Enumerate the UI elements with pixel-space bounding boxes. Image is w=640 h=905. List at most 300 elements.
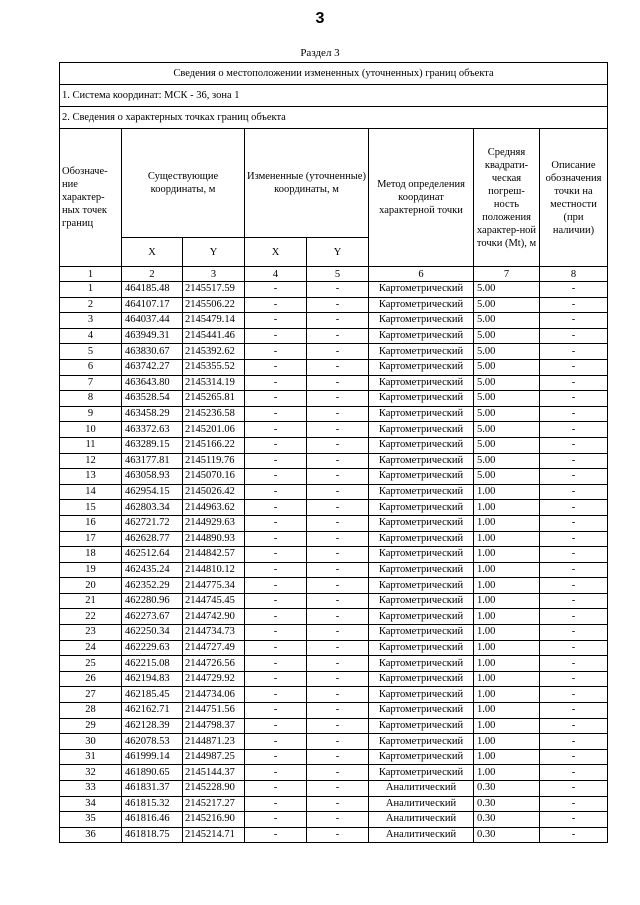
description-cell: -: [540, 718, 608, 734]
accuracy-cell: 1.00: [474, 593, 540, 609]
y-existing-cell: 2145236.58: [183, 406, 245, 422]
point-id-cell: 14: [60, 484, 122, 500]
point-id-cell: 21: [60, 593, 122, 609]
description-cell: -: [540, 297, 608, 313]
y-changed-cell: -: [307, 687, 369, 703]
x-existing-cell: 463458.29: [122, 406, 183, 422]
x-existing-cell: 462185.45: [122, 687, 183, 703]
description-cell: -: [540, 437, 608, 453]
y-existing-cell: 2144742.90: [183, 609, 245, 625]
accuracy-cell: 1.00: [474, 718, 540, 734]
section-label: Раздел 3: [300, 47, 340, 59]
accuracy-cell: 1.00: [474, 562, 540, 578]
description-cell: -: [540, 531, 608, 547]
description-cell: -: [540, 765, 608, 781]
x-changed-cell: -: [245, 531, 307, 547]
point-id-cell: 1: [60, 282, 122, 298]
x-changed-cell: -: [245, 453, 307, 469]
point-id-cell: 26: [60, 671, 122, 687]
header-y-existing: Y: [183, 238, 245, 267]
y-changed-cell: -: [307, 328, 369, 344]
x-changed-cell: -: [245, 703, 307, 719]
points-heading: 2. Сведения о характерных точках границ объекта: [60, 107, 608, 129]
point-id-cell: 7: [60, 375, 122, 391]
description-cell: -: [540, 328, 608, 344]
description-cell: -: [540, 687, 608, 703]
y-changed-cell: -: [307, 297, 369, 313]
x-existing-cell: 463372.63: [122, 422, 183, 438]
accuracy-cell: 5.00: [474, 453, 540, 469]
x-changed-cell: -: [245, 547, 307, 563]
point-id-cell: 18: [60, 547, 122, 563]
accuracy-cell: 5.00: [474, 359, 540, 375]
y-existing-cell: 2145166.22: [183, 437, 245, 453]
table-row: [60, 640, 608, 656]
x-changed-cell: -: [245, 671, 307, 687]
method-cell: Картометрический: [369, 484, 474, 500]
y-changed-cell: -: [307, 625, 369, 641]
column-number-cell: 2: [122, 267, 183, 282]
method-cell: Картометрический: [369, 703, 474, 719]
method-cell: Аналитический: [369, 827, 474, 843]
description-cell: -: [540, 484, 608, 500]
y-changed-cell: -: [307, 765, 369, 781]
description-cell: -: [540, 313, 608, 329]
x-existing-cell: 461999.14: [122, 749, 183, 765]
x-existing-cell: 462435.24: [122, 562, 183, 578]
description-cell: -: [540, 625, 608, 641]
table-row: [60, 547, 608, 563]
x-existing-cell: 463830.67: [122, 344, 183, 360]
table-row: [60, 687, 608, 703]
table-row: [60, 578, 608, 594]
accuracy-cell: 1.00: [474, 484, 540, 500]
accuracy-cell: 5.00: [474, 282, 540, 298]
header-designation: Обозначе-ние характер-ных точек границ: [60, 129, 122, 267]
point-id-cell: 9: [60, 406, 122, 422]
table-row: [60, 625, 608, 641]
x-existing-cell: 462162.71: [122, 703, 183, 719]
method-cell: Картометрический: [369, 359, 474, 375]
x-changed-cell: -: [245, 484, 307, 500]
y-existing-cell: 2144729.92: [183, 671, 245, 687]
description-cell: -: [540, 391, 608, 407]
method-cell: Картометрический: [369, 656, 474, 672]
y-changed-cell: -: [307, 500, 369, 516]
y-existing-cell: 2145228.90: [183, 781, 245, 797]
method-cell: Картометрический: [369, 765, 474, 781]
x-existing-cell: 463742.27: [122, 359, 183, 375]
table-title: Сведения о местоположении измененных (уточненных) границ объекта: [60, 63, 608, 85]
x-existing-cell: 463058.93: [122, 469, 183, 485]
method-cell: Картометрический: [369, 328, 474, 344]
y-changed-cell: -: [307, 515, 369, 531]
x-existing-cell: 462215.08: [122, 656, 183, 672]
y-changed-cell: -: [307, 812, 369, 828]
accuracy-cell: 1.00: [474, 625, 540, 641]
y-existing-cell: 2145026.42: [183, 484, 245, 500]
point-id-cell: 27: [60, 687, 122, 703]
x-changed-cell: -: [245, 406, 307, 422]
y-existing-cell: 2144987.25: [183, 749, 245, 765]
point-id-cell: 30: [60, 734, 122, 750]
description-cell: -: [540, 609, 608, 625]
accuracy-cell: 1.00: [474, 500, 540, 516]
x-changed-cell: -: [245, 827, 307, 843]
point-id-cell: 5: [60, 344, 122, 360]
column-number-cell: 8: [540, 267, 608, 282]
table-row: [60, 749, 608, 765]
description-cell: -: [540, 469, 608, 485]
x-existing-cell: 463643.80: [122, 375, 183, 391]
table-row: [60, 297, 608, 313]
accuracy-cell: 1.00: [474, 515, 540, 531]
x-changed-cell: -: [245, 609, 307, 625]
y-existing-cell: 2145517.59: [183, 282, 245, 298]
method-cell: Картометрический: [369, 609, 474, 625]
y-changed-cell: -: [307, 406, 369, 422]
x-changed-cell: -: [245, 344, 307, 360]
description-cell: -: [540, 656, 608, 672]
y-existing-cell: 2144798.37: [183, 718, 245, 734]
table-row: [60, 344, 608, 360]
method-cell: Картометрический: [369, 391, 474, 407]
description-cell: -: [540, 640, 608, 656]
point-id-cell: 2: [60, 297, 122, 313]
point-id-cell: 33: [60, 781, 122, 797]
header-y-changed: Y: [307, 238, 369, 267]
description-cell: -: [540, 500, 608, 516]
y-existing-cell: 2145265.81: [183, 391, 245, 407]
x-changed-cell: -: [245, 328, 307, 344]
method-cell: Картометрический: [369, 547, 474, 563]
y-changed-cell: -: [307, 359, 369, 375]
point-id-cell: 29: [60, 718, 122, 734]
table-row: [60, 453, 608, 469]
table-row: [60, 422, 608, 438]
point-id-cell: 3: [60, 313, 122, 329]
x-existing-cell: 461890.65: [122, 765, 183, 781]
accuracy-cell: 1.00: [474, 765, 540, 781]
header-accuracy: Средняя квадрати-ческая погреш-ность положения характер-ной точки (Mt), м: [474, 129, 540, 267]
method-cell: Картометрический: [369, 749, 474, 765]
table-row: [60, 531, 608, 547]
x-changed-cell: -: [245, 765, 307, 781]
accuracy-cell: 1.00: [474, 703, 540, 719]
point-id-cell: 34: [60, 796, 122, 812]
method-cell: Картометрический: [369, 282, 474, 298]
y-existing-cell: 2145392.62: [183, 344, 245, 360]
method-cell: Аналитический: [369, 781, 474, 797]
header-x-existing: X: [122, 238, 183, 267]
x-changed-cell: -: [245, 781, 307, 797]
table-row: [60, 593, 608, 609]
accuracy-cell: 1.00: [474, 640, 540, 656]
y-existing-cell: 2144775.34: [183, 578, 245, 594]
description-cell: -: [540, 375, 608, 391]
accuracy-cell: 0.30: [474, 796, 540, 812]
header-changed: Измененные (уточненные) координаты, м: [245, 129, 369, 238]
description-cell: -: [540, 827, 608, 843]
y-changed-cell: -: [307, 282, 369, 298]
method-cell: Картометрический: [369, 469, 474, 485]
y-existing-cell: 2145355.52: [183, 359, 245, 375]
table-row: [60, 282, 608, 298]
y-changed-cell: -: [307, 703, 369, 719]
y-changed-cell: -: [307, 827, 369, 843]
y-existing-cell: 2144726.56: [183, 656, 245, 672]
method-cell: Картометрический: [369, 671, 474, 687]
x-changed-cell: -: [245, 749, 307, 765]
description-cell: -: [540, 703, 608, 719]
x-existing-cell: 461816.46: [122, 812, 183, 828]
accuracy-cell: 1.00: [474, 687, 540, 703]
x-existing-cell: 462352.29: [122, 578, 183, 594]
x-existing-cell: 462803.34: [122, 500, 183, 516]
y-changed-cell: -: [307, 796, 369, 812]
table-row: [60, 671, 608, 687]
accuracy-cell: 5.00: [474, 437, 540, 453]
table-row: [60, 703, 608, 719]
y-changed-cell: -: [307, 562, 369, 578]
page-number: 3: [315, 10, 325, 27]
x-existing-cell: 464107.17: [122, 297, 183, 313]
x-changed-cell: -: [245, 640, 307, 656]
coord-system: 1. Система координат: МСК - 36, зона 1: [60, 85, 608, 107]
point-id-cell: 22: [60, 609, 122, 625]
description-cell: -: [540, 282, 608, 298]
x-existing-cell: 462273.67: [122, 609, 183, 625]
table-row: [60, 406, 608, 422]
y-changed-cell: -: [307, 718, 369, 734]
column-number-cell: 1: [60, 267, 122, 282]
y-changed-cell: -: [307, 640, 369, 656]
accuracy-cell: 1.00: [474, 547, 540, 563]
table-row: [60, 765, 608, 781]
y-existing-cell: 2145201.06: [183, 422, 245, 438]
table-row: [60, 328, 608, 344]
y-existing-cell: 2144842.57: [183, 547, 245, 563]
method-cell: Картометрический: [369, 625, 474, 641]
description-cell: -: [540, 359, 608, 375]
y-existing-cell: 2144810.12: [183, 562, 245, 578]
accuracy-cell: 1.00: [474, 531, 540, 547]
table-row: [60, 500, 608, 516]
x-existing-cell: 463177.81: [122, 453, 183, 469]
x-existing-cell: 462280.96: [122, 593, 183, 609]
method-cell: Картометрический: [369, 718, 474, 734]
method-cell: Картометрический: [369, 375, 474, 391]
method-cell: Картометрический: [369, 422, 474, 438]
method-cell: Картометрический: [369, 406, 474, 422]
header-description: Описание обозначения точки на местности (при наличии): [540, 129, 608, 267]
method-cell: Картометрический: [369, 593, 474, 609]
x-existing-cell: 463528.54: [122, 391, 183, 407]
y-existing-cell: 2144871.23: [183, 734, 245, 750]
y-changed-cell: -: [307, 422, 369, 438]
y-existing-cell: 2144963.62: [183, 500, 245, 516]
x-changed-cell: -: [245, 437, 307, 453]
y-existing-cell: 2145216.90: [183, 812, 245, 828]
y-changed-cell: -: [307, 781, 369, 797]
x-existing-cell: 461818.75: [122, 827, 183, 843]
description-cell: -: [540, 515, 608, 531]
header-x-changed: X: [245, 238, 307, 267]
x-changed-cell: -: [245, 734, 307, 750]
accuracy-cell: 5.00: [474, 344, 540, 360]
y-existing-cell: 2145314.19: [183, 375, 245, 391]
boundary-points-table: [59, 62, 608, 843]
y-existing-cell: 2144751.56: [183, 703, 245, 719]
y-changed-cell: -: [307, 375, 369, 391]
point-id-cell: 17: [60, 531, 122, 547]
method-cell: Картометрический: [369, 531, 474, 547]
y-existing-cell: 2144727.49: [183, 640, 245, 656]
x-changed-cell: -: [245, 625, 307, 641]
table-row: [60, 484, 608, 500]
accuracy-cell: 1.00: [474, 734, 540, 750]
table-row: [60, 515, 608, 531]
x-changed-cell: -: [245, 282, 307, 298]
point-id-cell: 36: [60, 827, 122, 843]
y-changed-cell: -: [307, 593, 369, 609]
description-cell: -: [540, 734, 608, 750]
point-id-cell: 19: [60, 562, 122, 578]
column-number-cell: 5: [307, 267, 369, 282]
point-id-cell: 4: [60, 328, 122, 344]
y-changed-cell: -: [307, 469, 369, 485]
table-row: [60, 562, 608, 578]
method-cell: Картометрический: [369, 640, 474, 656]
table-row: [60, 781, 608, 797]
x-existing-cell: 462128.39: [122, 718, 183, 734]
x-existing-cell: 462078.53: [122, 734, 183, 750]
accuracy-cell: 5.00: [474, 375, 540, 391]
y-changed-cell: -: [307, 656, 369, 672]
x-existing-cell: 462721.72: [122, 515, 183, 531]
y-changed-cell: -: [307, 578, 369, 594]
table-row: [60, 609, 608, 625]
header-method: Метод определения координат характерной точки: [369, 129, 474, 267]
x-changed-cell: -: [245, 500, 307, 516]
description-cell: -: [540, 578, 608, 594]
description-cell: -: [540, 781, 608, 797]
accuracy-cell: 5.00: [474, 328, 540, 344]
y-existing-cell: 2145070.16: [183, 469, 245, 485]
y-changed-cell: -: [307, 313, 369, 329]
table-row: [60, 812, 608, 828]
description-cell: -: [540, 796, 608, 812]
description-cell: -: [540, 671, 608, 687]
y-changed-cell: -: [307, 734, 369, 750]
y-changed-cell: -: [307, 344, 369, 360]
point-id-cell: 25: [60, 656, 122, 672]
point-id-cell: 11: [60, 437, 122, 453]
table-row: [60, 391, 608, 407]
accuracy-cell: 1.00: [474, 656, 540, 672]
table-row: [60, 313, 608, 329]
column-number-cell: 7: [474, 267, 540, 282]
y-changed-cell: -: [307, 531, 369, 547]
description-cell: -: [540, 344, 608, 360]
x-changed-cell: -: [245, 375, 307, 391]
table-row: [60, 656, 608, 672]
x-changed-cell: -: [245, 578, 307, 594]
accuracy-cell: 5.00: [474, 422, 540, 438]
point-id-cell: 10: [60, 422, 122, 438]
description-cell: -: [540, 547, 608, 563]
x-changed-cell: -: [245, 562, 307, 578]
x-changed-cell: -: [245, 796, 307, 812]
accuracy-cell: 0.30: [474, 827, 540, 843]
x-existing-cell: 461831.37: [122, 781, 183, 797]
y-existing-cell: 2145144.37: [183, 765, 245, 781]
x-existing-cell: 464185.48: [122, 282, 183, 298]
x-changed-cell: -: [245, 469, 307, 485]
y-changed-cell: -: [307, 391, 369, 407]
x-existing-cell: 462954.15: [122, 484, 183, 500]
point-id-cell: 12: [60, 453, 122, 469]
header-existing: Существующие координаты, м: [122, 129, 245, 238]
method-cell: Картометрический: [369, 578, 474, 594]
x-changed-cell: -: [245, 297, 307, 313]
accuracy-cell: 1.00: [474, 578, 540, 594]
method-cell: Аналитический: [369, 812, 474, 828]
method-cell: Аналитический: [369, 796, 474, 812]
y-changed-cell: -: [307, 484, 369, 500]
description-cell: -: [540, 562, 608, 578]
x-changed-cell: -: [245, 656, 307, 672]
column-number-cell: 4: [245, 267, 307, 282]
accuracy-cell: 1.00: [474, 671, 540, 687]
point-id-cell: 8: [60, 391, 122, 407]
x-changed-cell: -: [245, 593, 307, 609]
point-id-cell: 32: [60, 765, 122, 781]
y-existing-cell: 2145119.76: [183, 453, 245, 469]
point-id-cell: 6: [60, 359, 122, 375]
method-cell: Картометрический: [369, 500, 474, 516]
y-changed-cell: -: [307, 547, 369, 563]
y-existing-cell: 2144890.93: [183, 531, 245, 547]
x-changed-cell: -: [245, 359, 307, 375]
point-id-cell: 31: [60, 749, 122, 765]
y-existing-cell: 2145217.27: [183, 796, 245, 812]
point-id-cell: 15: [60, 500, 122, 516]
x-changed-cell: -: [245, 515, 307, 531]
x-existing-cell: 463949.31: [122, 328, 183, 344]
method-cell: Картометрический: [369, 453, 474, 469]
point-id-cell: 24: [60, 640, 122, 656]
method-cell: Картометрический: [369, 734, 474, 750]
table-row: [60, 827, 608, 843]
point-id-cell: 35: [60, 812, 122, 828]
column-number-cell: 3: [183, 267, 245, 282]
table-row: [60, 718, 608, 734]
point-id-cell: 16: [60, 515, 122, 531]
y-existing-cell: 2145441.46: [183, 328, 245, 344]
method-cell: Картометрический: [369, 515, 474, 531]
point-id-cell: 28: [60, 703, 122, 719]
y-existing-cell: 2144734.06: [183, 687, 245, 703]
method-cell: Картометрический: [369, 687, 474, 703]
accuracy-cell: 5.00: [474, 469, 540, 485]
method-cell: Картометрический: [369, 562, 474, 578]
accuracy-cell: 0.30: [474, 781, 540, 797]
y-existing-cell: 2144745.45: [183, 593, 245, 609]
method-cell: Картометрический: [369, 437, 474, 453]
y-existing-cell: 2144929.63: [183, 515, 245, 531]
x-changed-cell: -: [245, 391, 307, 407]
